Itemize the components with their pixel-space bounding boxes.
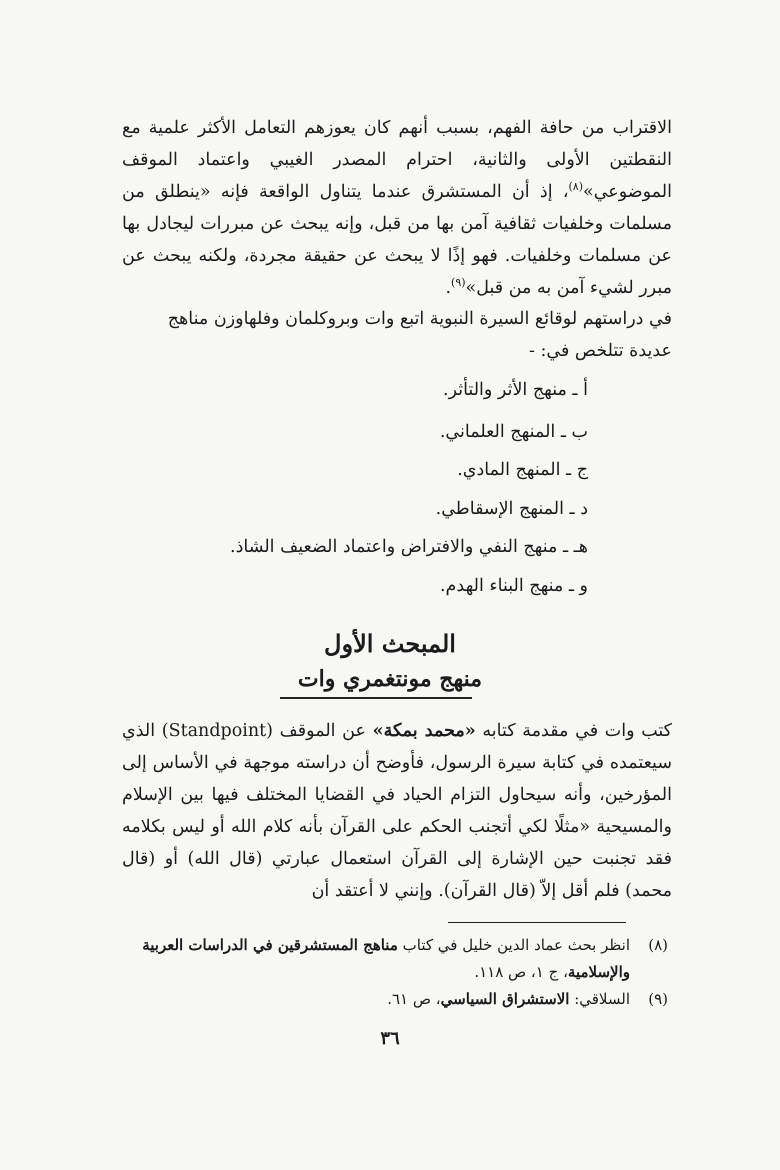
intro-text-part2: ، إذ أن المستشرق عندما يتناول الواقعة فإنه «ينطلق من مسلمات وخلفيات ثقافية آمن بها من قبل، وإنه يبحث عن مبررات ليجادل بها عن مسلمات وخلفيات. فهو إذًا لا يبحث عن حقيقة مجردة، ولكنه يبحث عن مبرر لشيء آمن به من قبل» xyxy=(122,182,672,298)
intro-text-part3: . xyxy=(445,278,452,298)
watt-text-part2: عن الموقف (Standpoint) الذي سيعتمده في كتابة سيرة الرسول، فأوضح أن دراسته موجهة في الأساس إلى المؤرخين، وأنه سيحاول التزام الحياد في القضايا المختلف فيها بين الإسلام والمسيحية «مثلًا لكي أتجنب الحكم على القرآن بأنه كلام الله أو ليس بكلامه فقد تجنبت حين الإشارة إلى القرآن استعمال عبارتي (قال الله) أو (قال محمد) فلم أقل إلاّ (قال القرآن). وإنني لا أعتقد أن xyxy=(122,721,672,901)
intro-paragraph xyxy=(122,112,672,304)
method-item: أ ـ منهج الأثر والتأثر. xyxy=(443,380,588,400)
footnote-book-title: مناهج المستشرقين في الدراسات العربية والإسلامية xyxy=(142,936,630,981)
book-title: «محمد بمكة» xyxy=(372,721,476,741)
subheading-underline xyxy=(280,697,472,699)
method-item: ج ـ المنهج المادي. xyxy=(457,460,588,480)
footnote-ref-8[interactable]: (٨) xyxy=(568,180,583,194)
footnote-citation: ، ج ١، ص ١١٨. xyxy=(474,963,568,981)
footnote-citation: ، ص ٦١. xyxy=(387,990,441,1008)
footnote-9 xyxy=(110,986,668,1013)
watt-paragraph xyxy=(122,715,672,907)
method-item: هـ ـ منهج النفي والافتراض واعتماد الضعيف الشاذ. xyxy=(230,537,588,557)
footnote-separator xyxy=(448,922,626,923)
section-heading: المبحث الأول xyxy=(324,629,456,658)
intro-text-part1: الاقتراب من حافة الفهم، بسبب أنهم كان يعوزهم التعامل الأكثر علمية مع النقطتين الأولى والثانية، احترام المصدر الغيبي واعتماد الموقف الموضوعي» xyxy=(122,118,672,202)
method-item: و ـ منهج البناء الهدم. xyxy=(439,576,588,596)
footnote-number: (٨) xyxy=(648,936,668,954)
footnote-text: انظر بحث عماد الدين خليل في كتاب xyxy=(397,936,630,954)
footnote-book-title: الاستشراق السياسي xyxy=(440,990,570,1008)
footnote-number: (٩) xyxy=(648,990,668,1008)
section-subheading: منهج مونتغمري وات xyxy=(297,666,483,692)
footnote-ref-9[interactable]: (٩) xyxy=(451,276,466,290)
footnote-text: السلاقي: xyxy=(569,990,630,1008)
page-number: ٣٦ xyxy=(380,1028,400,1049)
method-item: د ـ المنهج الإسقاطي. xyxy=(435,499,588,519)
methods-intro-paragraph: في دراستهم لوقائع السيرة النبوية اتبع وات وبروكلمان وفلهاوزن مناهج عديدة تتلخص في: - xyxy=(167,309,672,361)
method-item: ب ـ المنهج العلماني. xyxy=(439,422,588,442)
footnote-8 xyxy=(110,932,668,986)
watt-text-part1: كتب وات في مقدمة كتابه xyxy=(475,721,672,741)
